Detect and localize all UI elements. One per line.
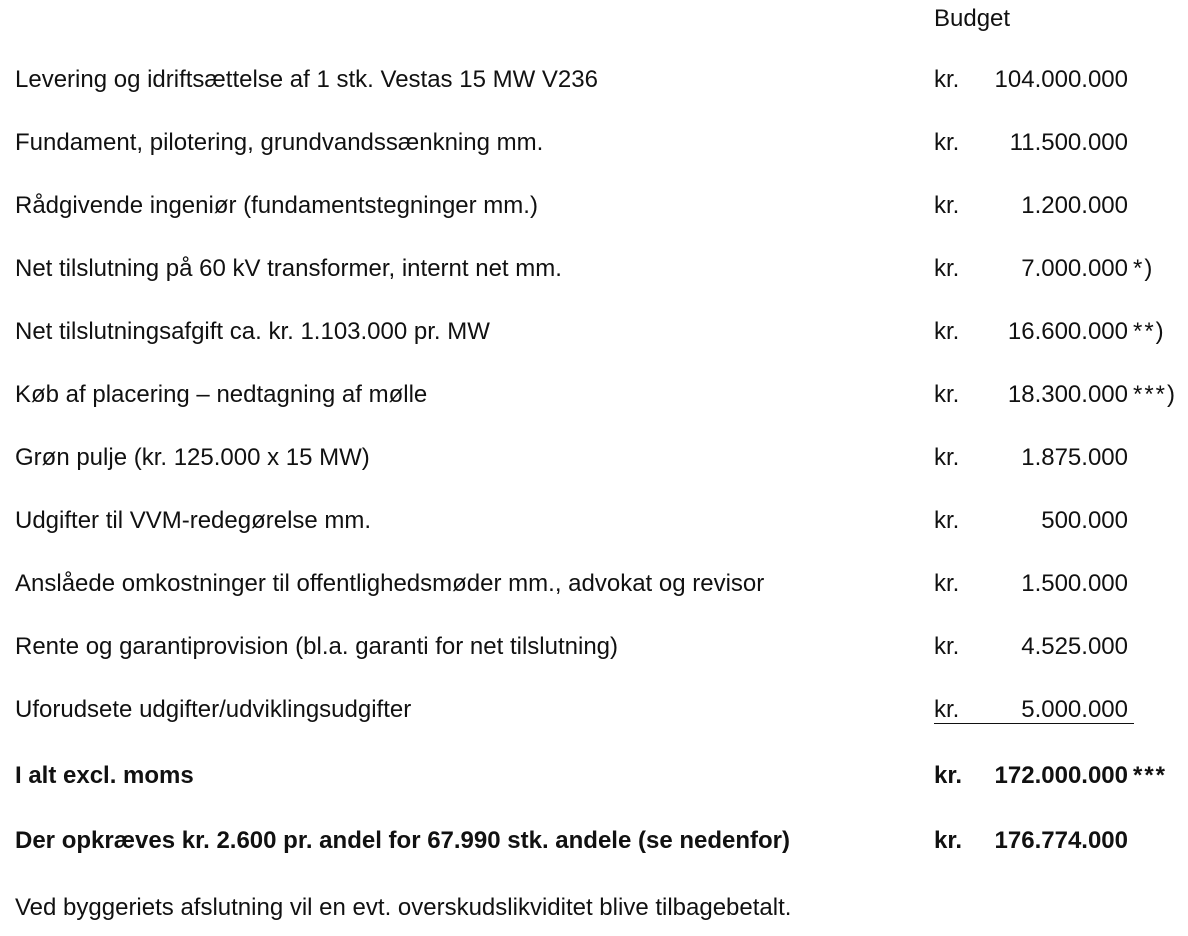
row-currency: kr. [934, 129, 960, 156]
budget-row-interest [0, 630, 1188, 664]
total-footnote-marker: *** [1133, 762, 1168, 789]
row-currency: kr. [934, 696, 960, 723]
row-currency: kr. [934, 633, 960, 660]
row-amount: 1.875.000 [1021, 444, 1128, 471]
row-footnote-marker: *) [1133, 255, 1155, 282]
row-amount: 5.000.000 [1021, 696, 1128, 723]
charge-currency: kr. [934, 827, 963, 854]
budget-row-meetings-legal [0, 567, 1188, 601]
row-amount: 4.525.000 [1021, 633, 1128, 660]
row-currency: kr. [934, 66, 960, 93]
row-amount: 500.000 [1041, 507, 1128, 534]
row-description: Net tilslutningsafgift ca. kr. 1.103.000 pr. MW [15, 318, 490, 345]
budget-column-header: Budget [934, 5, 1011, 32]
subtotal-underline [934, 723, 1134, 724]
row-description: Uforudsete udgifter/udviklingsudgifter [15, 696, 412, 723]
row-description: Rådgivende ingeniør (fundamentstegninger mm.) [15, 192, 538, 219]
row-description: Køb af placering – nedtagning af mølle [15, 381, 428, 408]
row-description: Rente og garantiprovision (bl.a. garanti for net tilslutning) [15, 633, 618, 660]
budget-row-foundation [0, 126, 1188, 160]
row-amount: 7.000.000 [1021, 255, 1128, 282]
budget-row-grid-connection [0, 252, 1188, 286]
row-currency: kr. [934, 570, 960, 597]
row-currency: kr. [934, 192, 960, 219]
budget-row-turbine [0, 63, 1188, 97]
row-currency: kr. [934, 444, 960, 471]
row-amount: 11.500.000 [1009, 129, 1128, 156]
total-description: I alt excl. moms [15, 762, 194, 789]
row-currency: kr. [934, 318, 960, 345]
budget-total-row [0, 759, 1188, 793]
budget-row-site-purchase [0, 378, 1188, 412]
charge-description: Der opkræves kr. 2.600 pr. andel for 67.990 stk. andele (se nedenfor) [15, 827, 791, 854]
total-amount: 172.000.000 [994, 762, 1128, 789]
row-description: Anslåede omkostninger til offentlighedsmøder mm., advokat og revisor [15, 570, 765, 597]
share-charge-row [0, 824, 1188, 858]
total-currency: kr. [934, 762, 963, 789]
row-amount: 104.000.000 [994, 66, 1128, 93]
row-footnote-marker: **) [1133, 318, 1166, 345]
row-description: Levering og idriftsættelse af 1 stk. Vestas 15 MW V236 [15, 66, 598, 93]
row-description: Fundament, pilotering, grundvandssænkning mm. [15, 129, 544, 156]
charge-amount: 176.774.000 [994, 827, 1128, 854]
row-currency: kr. [934, 507, 960, 534]
closing-note: Ved byggeriets afslutning vil en evt. overskudslikviditet blive tilbagebetalt. [15, 894, 792, 921]
budget-row-engineer [0, 189, 1188, 223]
budget-row-connection-fee [0, 315, 1188, 349]
budget-row-contingency [0, 693, 1188, 727]
row-description: Grøn pulje (kr. 125.000 x 15 MW) [15, 444, 370, 471]
row-amount: 18.300.000 [1007, 381, 1128, 408]
row-amount: 16.600.000 [1007, 318, 1128, 345]
row-currency: kr. [934, 255, 960, 282]
row-amount: 1.200.000 [1021, 192, 1128, 219]
row-currency: kr. [934, 381, 960, 408]
budget-row-green-pool [0, 441, 1188, 475]
row-description: Net tilslutning på 60 kV transformer, internt net mm. [15, 255, 562, 282]
row-description: Udgifter til VVM-redegørelse mm. [15, 507, 372, 534]
budget-row-eia-report [0, 504, 1188, 538]
row-amount: 1.500.000 [1021, 570, 1128, 597]
row-footnote-marker: ***) [1133, 381, 1178, 408]
